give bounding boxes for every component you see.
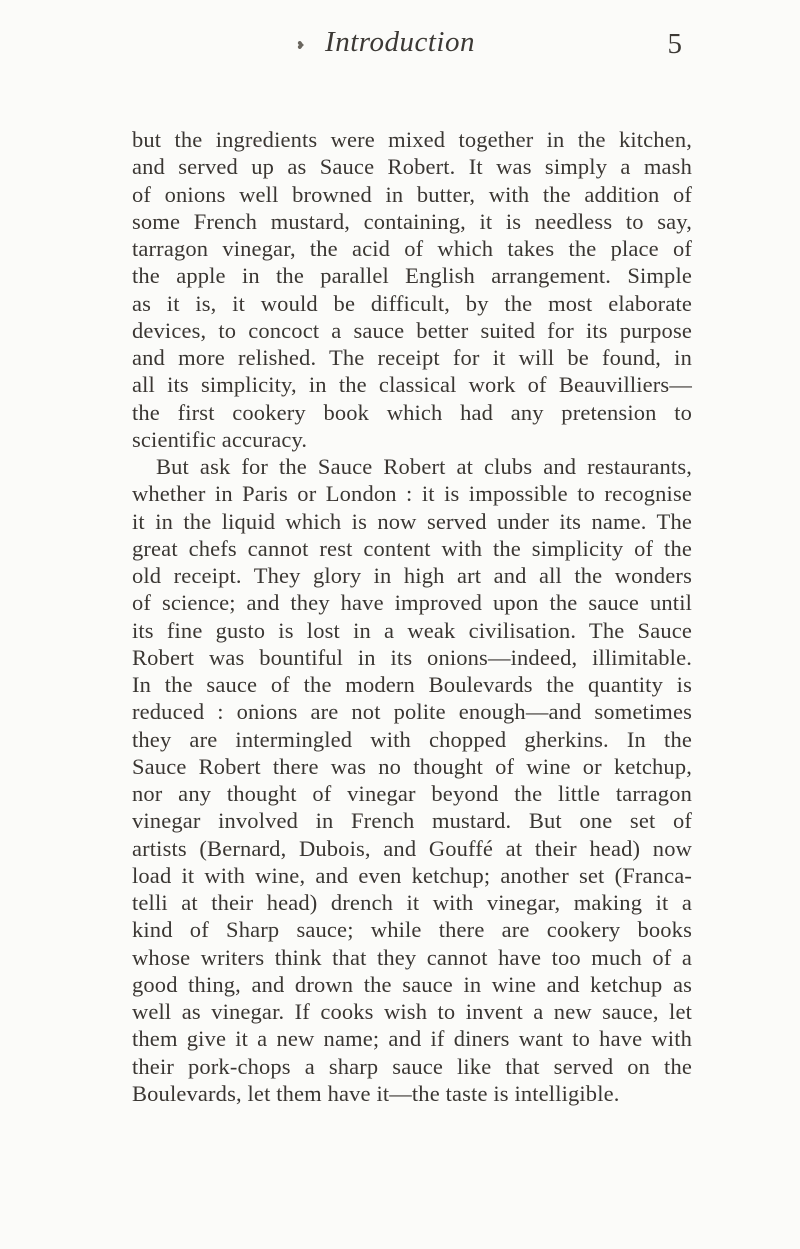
text-line: of onions well browned in butter, with the addition of xyxy=(132,181,692,207)
text-line: whose writers think that they cannot have too much of a xyxy=(132,944,692,970)
text-line: artists (Bernard, Dubois, and Gouffé at their head) now xyxy=(132,835,692,861)
text-line: old receipt. They glory in high art and all the wonders xyxy=(132,563,692,588)
text-line: well as vinegar. If cooks wish to invent a new sauce, let xyxy=(132,999,692,1024)
text-line: as it is, it would be difficult, by the most elaborate xyxy=(132,290,692,316)
text-line: of science; and they have improved upon the sauce until xyxy=(132,590,692,616)
text-line: devices, to concoct a sauce better suited for its purpose xyxy=(132,317,692,343)
text-line: some French mustard, containing, it is needless to say, xyxy=(132,208,692,234)
running-head-title: Introduction xyxy=(325,26,475,58)
body-text xyxy=(132,126,692,1107)
text-line: and more relished. The receipt for it will be found, in xyxy=(132,345,692,370)
text-line: reduced : onions are not polite enough—and sometimes xyxy=(132,699,692,725)
text-line: their pork-chops a sharp sauce like that served on the xyxy=(132,1053,692,1079)
paragraph-start-line: But ask for the Sauce Robert at clubs and restaurants, xyxy=(156,454,692,479)
text-line: In the sauce of the modern Boulevards the quantity is xyxy=(132,672,692,697)
paragraph-end-line: Boulevards, let them have it—the taste is intelligible. xyxy=(132,1080,620,1106)
running-head xyxy=(0,6,800,76)
text-line: kind of Sharp sauce; while there are cookery books xyxy=(132,917,692,943)
page-number: 5 xyxy=(667,28,682,60)
text-line: they are intermingled with chopped gherkins. In the xyxy=(132,726,692,752)
text-line: all its simplicity, in the classical work of Beauvilliers— xyxy=(132,372,692,398)
text-line: nor any thought of vinegar beyond the little tarragon xyxy=(132,781,692,806)
text-line: Sauce Robert there was no thought of wine or ketchup, xyxy=(132,753,692,779)
ornament-icon: ❥ xyxy=(296,40,306,52)
text-line: telli at their head) drench it with vinegar, making it a xyxy=(132,890,692,915)
text-line: Robert was bountiful in its onions—indeed, illimitable. xyxy=(132,644,692,670)
text-line: load it with wine, and even ketchup; another set (Franca- xyxy=(132,862,692,888)
text-line: but the ingredients were mixed together in the kitchen, xyxy=(132,127,692,152)
text-line: them give it a new name; and if diners want to have with xyxy=(132,1026,692,1052)
text-line: it in the liquid which is now served under its name. The xyxy=(132,508,692,534)
text-line: whether in Paris or London : it is impossible to recognise xyxy=(132,481,692,507)
text-line: the apple in the parallel English arrangement. Simple xyxy=(132,263,692,289)
text-line: vinegar involved in French mustard. But one set of xyxy=(132,808,692,834)
text-line: great chefs cannot rest content with the simplicity of the xyxy=(132,535,692,561)
text-line: and served up as Sauce Robert. It was simply a mash xyxy=(132,154,692,180)
text-line: its fine gusto is lost in a weak civilisation. The Sauce xyxy=(132,617,692,643)
text-line: good thing, and drown the sauce in wine and ketchup as xyxy=(132,971,692,997)
text-line: tarragon vinegar, the acid of which takes the place of xyxy=(132,236,692,261)
text-line: the first cookery book which had any pretension to xyxy=(132,399,692,425)
paragraph-end-line: scientific accuracy. xyxy=(132,426,308,452)
